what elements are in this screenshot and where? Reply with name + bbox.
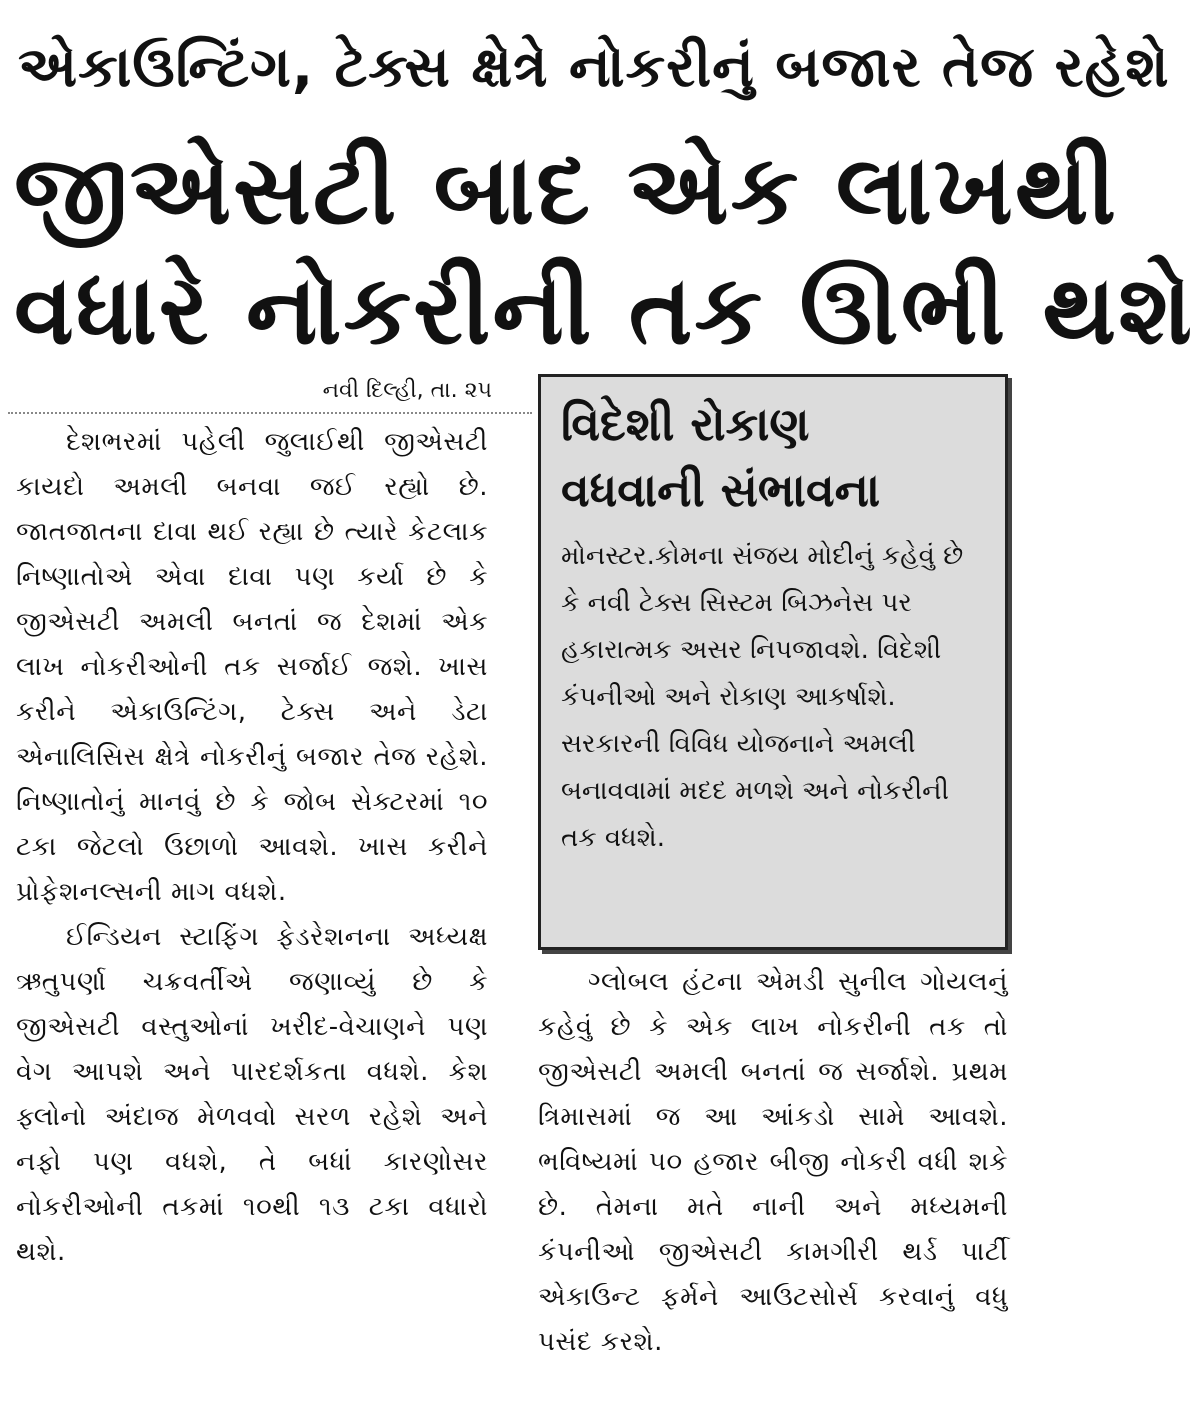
- sidebar-box: [538, 374, 1008, 950]
- right-column: [538, 960, 1008, 1365]
- headline-line-2: વધારે નોકરીની તક ઊભી થશે: [14, 254, 1194, 366]
- dotted-divider: [8, 412, 532, 414]
- kicker-headline: એકાઉન્ટિંગ, ટેક્સ ક્ષેત્રે નોકરીનું બજાર તેજ રહેશે: [18, 35, 1170, 100]
- left-paragraph-2: ઈન્ડિયન સ્ટાફિંગ ફેડરેશનના અધ્યક્ષ ઋતુપર્ણા ચક્રવર્તીએ જણાવ્યું છે કે જીએસટી વસ્તુઓનાં ખરીદ-વેચાણને પણ વેગ આપશે અને પારદર્શકતા વધશે. કેશ ફ્લોનો અંદાજ મેળવવો સરળ રહેશે અને નફો પણ વધશે, તે બધાં કારણોસર નોકરીઓની તકમાં ૧૦થી ૧૩ ટકા વધારો થશે.: [16, 922, 488, 1267]
- sidebar-title-line-1: વિદેશી રોકાણ: [561, 397, 810, 451]
- dateline: નવી દિલ્હી, તા. ૨૫: [322, 378, 492, 403]
- right-paragraph-1: ગ્લોબલ હંટના એમડી સુનીલ ગોયલનું કહેવું છે કે એક લાખ નોકરીની તક તો જીએસટી અમલી બનતાં જ સર્જાશે. પ્રથમ ત્રિમાસમાં જ આ આંકડો સામે આવશે. ભવિષ્યમાં ૫૦ હજાર બીજી નોકરી વધી શકે છે. તેમના મતે નાની અને મધ્યમની કંપનીઓ જીએસટી કામગીરી થર્ડ પાર્ટી એકાઉન્ટ ફર્મને આઉટસોર્સ કરવાનું વધુ પસંદ કરશે.: [538, 967, 1008, 1357]
- sidebar-body: મોનસ્ટર.કોમના સંજય મોદીનું કહેવું છે કે નવી ટેક્સ સિસ્ટમ બિઝનેસ પર હકારાત્મક અસર નિપજાવશે. વિદેશી કંપનીઓ અને રોકાણ આકર્ષાશે. સરકારની વિવિધ યોજનાને અમલી બનાવવામાં મદદ મળશે અને નોકરીની તક વધશે.: [561, 541, 964, 853]
- left-paragraph-1: દેશભરમાં પહેલી જુલાઈથી જીએસટી કાયદો અમલી બનવા જઈ રહ્યો છે. જાતજાતના દાવા થઈ રહ્યા છે ત્યારે કેટલાક નિષ્ણાતોએ એવા દાવા પણ કર્યા છે કે જીએસટી અમલી બનતાં જ દેશમાં એક લાખ નોકરીઓની તક સર્જાઈ જશે. ખાસ કરીને એકાઉન્ટિંગ, ટેક્સ અને ડેટા એનાલિસિસ ક્ષેત્રે નોકરીનું બજાર તેજ રહેશે. નિષ્ણાતોનું માનવું છે કે જોબ સેક્ટરમાં ૧૦ ટકા જેટલો ઉછાળો આવશે. ખાસ કરીને પ્રોફેશનલ્સની માગ વધશે.: [16, 427, 488, 907]
- headline-line-1: જીએસટી બાદ એક લાખથી: [14, 134, 1118, 246]
- sidebar-title-line-2: વધવાની સંભાવના: [561, 463, 881, 517]
- left-column: [16, 420, 488, 1275]
